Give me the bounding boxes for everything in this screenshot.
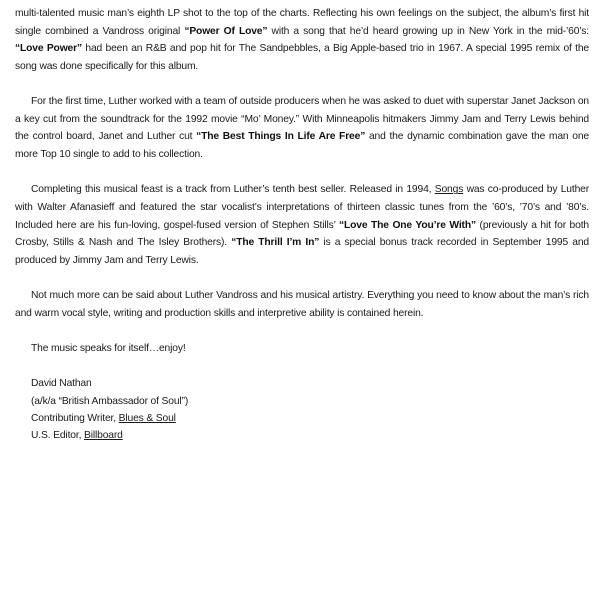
closing-line: The music speaks for itself…enjoy!	[31, 343, 186, 355]
author-name: David Nathan	[31, 378, 92, 390]
publication-billboard: Billboard	[84, 430, 123, 442]
paragraph-text: multi-talented music man’s eighth LP shot to the top of the charts. Reflecting his own feelings on the subject, the album’s first hit single combined a Vandross original	[15, 8, 589, 37]
publication-blues-and-soul: Blues & Soul	[118, 413, 176, 425]
paragraph-text: Completing this musical feast is a track from Luther’s tenth best seller. Released in 1994,	[31, 184, 435, 196]
paragraph-text: and the dynamic combination gave the man one more Top 10 single to add to his collection.	[15, 131, 589, 160]
song-title-best-things: “The Best Things In Life Are Free”	[196, 131, 366, 143]
paragraph-text: had been an R&B and pop hit for The Sandpebbles, a Big Apple-based trio in 1967. A special 1995 remix of the song was done specifically for this album.	[15, 43, 589, 72]
paragraph-text: For the first time, Luther worked with a team of outside producers when he was asked to duet with superstar Janet Jackson on a key cut from the soundtrack for the 1992 movie “Mo’ Money.” With Minneapolis hitmakers Jimmy Jam and Terry Lewis behind the control board, Janet and Luther cut	[15, 96, 589, 143]
signature-block	[31, 375, 589, 444]
paragraph-text: is a special bonus track recorded in September 1995 and produced by Jimmy Jam and Terry Lewis.	[15, 237, 589, 266]
paragraph-text: (previously a hit for both Crosby, Stills & Nash and The Isley Brothers).	[15, 219, 589, 249]
author-aka: (a/k/a “British Ambassador of Soul”)	[31, 395, 189, 407]
paragraph-text: was co-produced by Luther with Walter Afanasieff and featured the star vocalist’s interpretations of thirteen classic tunes from the ’60’s, ’70’s and ’80’s. Included here are his fun-loving, gospel-fused version of Stephen Stills’	[15, 184, 589, 231]
paragraph-artistry	[15, 287, 589, 322]
liner-notes-page	[15, 5, 589, 445]
song-title-love-the-one: “Love The One You’re With”	[339, 219, 476, 231]
song-title-power-of-love: “Power Of Love”	[184, 25, 268, 37]
paragraph-power-of-love	[15, 5, 589, 75]
author-editor-credit	[31, 427, 589, 444]
song-title-love-power: “Love Power”	[15, 43, 82, 55]
credit-prefix: Contributing Writer,	[31, 413, 119, 425]
song-title-thrill-im-in: “The Thrill I’m In”	[231, 237, 320, 249]
paragraph-songs-album	[15, 181, 589, 269]
paragraph-janet-jackson-duet	[15, 93, 589, 163]
credit-prefix: U.S. Editor,	[31, 430, 84, 442]
author-writer-credit	[31, 410, 589, 427]
album-title-songs: Songs	[434, 184, 464, 196]
paragraph-text: with a song that he’d heard growing up in New York in the mid-’60’s:	[267, 25, 589, 37]
paragraph-text: Not much more can be said about Luther Vandross and his musical artistry. Everything you need to know about the man’s rich and warm vocal style, writing and production skills and interpretive ability is contained herein.	[15, 290, 589, 319]
